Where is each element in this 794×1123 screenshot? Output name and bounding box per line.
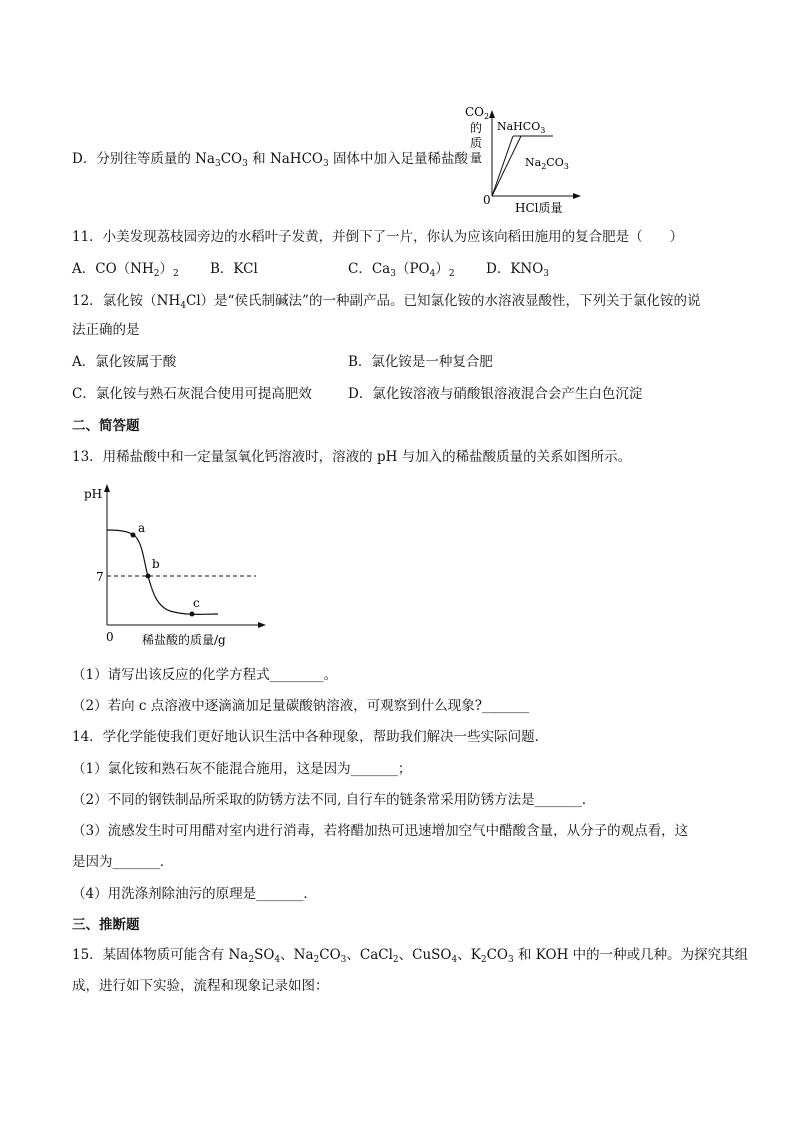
q14-sub2: （2）不同的钢铁制品所采取的防锈方法不同, 自行车的链条常采用防锈方法是_______． (72, 792, 596, 808)
subscript: 4 (180, 301, 186, 311)
q13-sub1: （1）请写出该反应的化学方程式________。 (72, 667, 338, 683)
q14-sub3-line2: 是因为_______． (72, 854, 174, 870)
x-axis-arrow (573, 193, 581, 199)
x-axis-arrow (258, 622, 266, 628)
text: 15．某固体物质可能含有 Na (72, 947, 249, 963)
subscript: 2 (153, 269, 160, 279)
text: 、CuSO (398, 947, 452, 963)
subscript: 2 (313, 955, 320, 965)
q15-stem-line1 (72, 946, 748, 964)
q12-option-a: A．氯化铵属于酸 (72, 354, 177, 370)
text: 12．氯化铵（NH (72, 293, 181, 309)
x-label: HCl质量 (515, 201, 563, 215)
text: CO (220, 151, 243, 167)
y-label-ph: pH (84, 487, 103, 501)
text: D．KNO (486, 261, 544, 277)
q12-option-c: C．氯化铵与熟石灰混合使用可提高肥效 (72, 386, 312, 402)
text: 、K (457, 947, 481, 963)
y-label-co2: $CO_2$ (465, 105, 490, 121)
q11-option-b: B．KCl (210, 261, 258, 277)
q10-option-d (72, 150, 468, 168)
text: D．分别往等质量的 Na (72, 151, 215, 167)
subscript: 3 (507, 955, 514, 965)
nahco3-line (492, 136, 513, 196)
origin-label: 0 (106, 630, 114, 644)
subscript: 3 (322, 159, 329, 169)
point-c-label: c (193, 596, 200, 610)
q11-option-c (348, 260, 455, 278)
q12-option-d: D．氯化铵溶液与硝酸银溶液混合会产生白色沉淀 (348, 386, 643, 402)
point-c-dot (190, 612, 195, 617)
text: CO (486, 947, 508, 963)
subscript: 2 (448, 269, 455, 279)
q14-sub3-line1: （3）流感发生时可用醋对室内进行消毒，若将醋加热可迅速增加空气中醋酸含量，从分子的观点看，这 (72, 823, 689, 839)
point-a-label: a (138, 521, 146, 535)
y-label-de: 的 (470, 121, 483, 135)
q14-stem: 14．学化学能使我们更好地认识生活中各种现象，帮助我们解决一些实际问题． (72, 729, 549, 745)
q13-sub2: （2）若向 c 点溶液中逐滴滴加足量碳酸钠溶液，可观察到什么现象?_______ (72, 698, 530, 714)
q11-option-d (486, 260, 549, 278)
text: C．Ca (348, 261, 391, 277)
ph-curve (107, 530, 218, 614)
q13-stem: 13．用稀盐酸中和一定量氢氧化钙溶液时，溶液的 pH 与加入的稀盐酸质量的关系如图所示。 (72, 449, 632, 465)
ph-seven-label: 7 (96, 570, 104, 584)
text: ） (159, 261, 173, 277)
point-b-dot (146, 574, 151, 579)
text: Cl）是“侯氏制碱法”的一种副产品。已知氯化铵的水溶液显酸性，下列关于氯化铵的说 (186, 293, 701, 309)
point-a-dot (131, 533, 136, 538)
subscript: 3 (242, 159, 248, 169)
y-axis-arrow (489, 110, 495, 118)
q12-option-b: B．氯化铵是一种复合肥 (348, 354, 493, 370)
text: A．CO（NH (72, 261, 154, 277)
subscript: 3 (390, 269, 396, 279)
q15-stem-line2: 成，进行如下实验，流程和现象记录如图： (72, 978, 329, 994)
q13-ph-graph (78, 478, 278, 653)
text: 固体中加入足量稀盐酸 (328, 151, 469, 167)
nahco3-label: NaHCO$_3$ (497, 120, 546, 135)
subscript: 2 (392, 955, 399, 965)
q14-sub4: （4）用洗涤剂除油污的原理是_______． (72, 886, 317, 902)
subscript: 2 (248, 955, 255, 965)
na2co3-label: $Na_2CO_3$ (525, 156, 569, 171)
text: 、CaCl (346, 947, 393, 963)
text: （PO (395, 261, 430, 277)
subscript: 4 (451, 955, 458, 965)
text: ） (435, 261, 449, 277)
x-label: 稀盐酸的质量/g (142, 633, 226, 647)
q11-option-a (72, 260, 179, 278)
point-b-label: b (152, 557, 160, 571)
text: CO (319, 947, 341, 963)
subscript: 4 (429, 269, 436, 279)
na2co3-line (492, 136, 521, 196)
origin-label: 0 (483, 193, 491, 207)
subscript: 4 (274, 955, 281, 965)
subscript: 3 (214, 159, 221, 169)
q11-stem: 11．小美发现荔枝园旁边的水稻叶子发黄，并倒下了一片，你认为应该向稻田施用的复合肥是（ ） (72, 229, 684, 245)
text: 和 NaHCO (247, 151, 323, 167)
text: 和 KOH 中的一种或几种。为探究其组 (513, 947, 749, 963)
q12-stem (72, 292, 700, 310)
section-heading-2: 二、简答题 (72, 418, 140, 434)
subscript: 3 (340, 955, 347, 965)
q10-co2-graph (455, 100, 585, 220)
subscript: 2 (172, 269, 179, 279)
y-label-liang: 量 (470, 151, 483, 165)
section-heading-3: 三、推断题 (72, 917, 140, 933)
y-label-zhi: 质 (470, 136, 483, 150)
text: 、Na (280, 947, 314, 963)
text: SO (254, 947, 275, 963)
y-axis-arrow (104, 484, 110, 492)
subscript: 2 (480, 955, 487, 965)
q12-stem-line2: 法正确的是 (72, 322, 140, 338)
q14-sub1: （1）氯化铵和熟石灰不能混合施用，这是因为_______； (72, 761, 412, 777)
subscript: 3 (543, 269, 550, 279)
